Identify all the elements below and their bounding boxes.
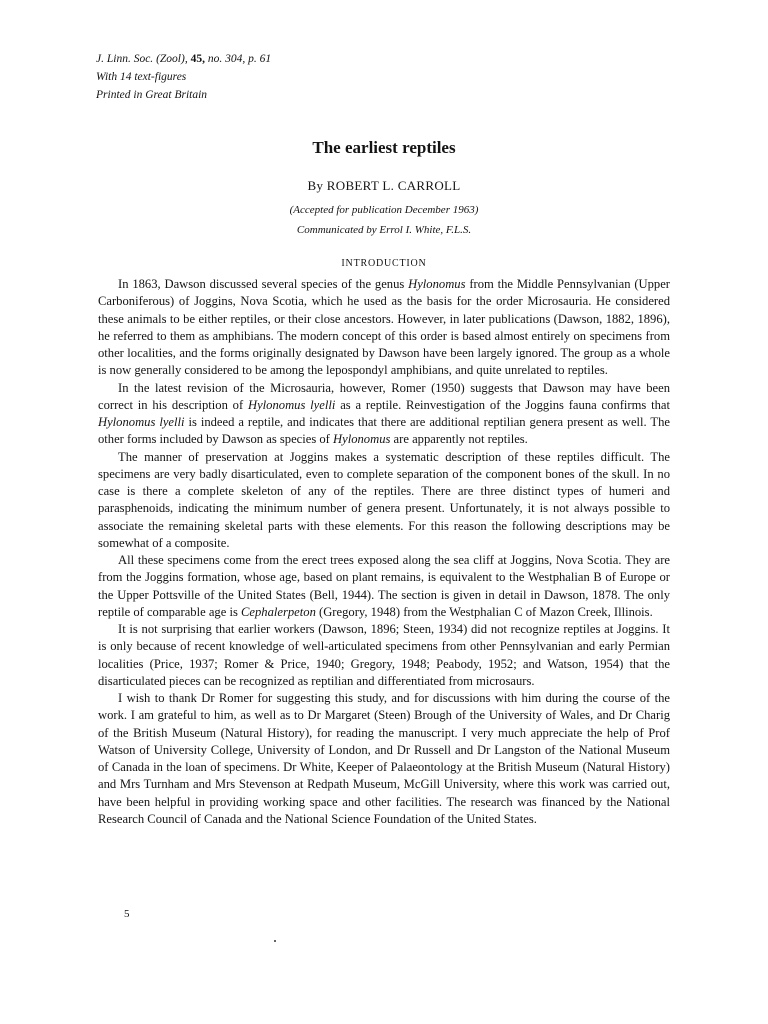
paragraph: In the latest revision of the Microsauria, however, Romer (1950) suggests that Dawson may have been correct in his description of Hylonomus lyelli as a reptile. Reinvestigation of the Joggins fauna confirms that Hylonomus lyelli is indeed a reptile, and indicates that there are additional reptilian genera present as well. The other forms included by Dawson as species of Hylonomus are apparently not reptiles. <box>98 380 670 447</box>
section-heading: INTRODUCTION <box>341 258 427 269</box>
journal-header <box>96 50 271 104</box>
paragraph: It is not surprising that earlier workers (Dawson, 1896; Steen, 1934) did not recognize reptiles at Joggins. It is only because of recent knowledge of well-articulated specimens from other Pennsylvanian and early Permian localities (Price, 1937; Romer & Price, 1940; Gregory, 1948; Peabody, 1952; and Watson, 1954) that the disarticulated pieces can be recognized as reptilian and differentiated from microsaurs. <box>98 622 670 688</box>
page-number: 5 <box>124 908 130 920</box>
paragraph: In 1863, Dawson discussed several species of the genus Hylonomus from the Middle Pennsylvanian (Upper Carboniferous) of Joggins, Nova Scotia, which he used as the basis for the order Microsauria. He considered these animals to be either reptiles, or their close ancestors. However, in later publications (Dawson, 1882, 1896), he referred to them as amphibians. The modern concept of this order is based almost entirely on specimens from other localities, and the forms originally designated by Dawson have been largely ignored. The group as a whole is now generally considered to be among the lepospondyl amphibians, and quite unrelated to reptiles. <box>98 277 671 378</box>
journal-volume: 45, <box>190 53 205 65</box>
communicated-by: Communicated by Errol I. White, F.L.S. <box>296 224 472 236</box>
article-title: The earliest reptiles <box>312 138 456 157</box>
journal-issue-pages: no. 304, p. 61 <box>207 53 272 65</box>
paragraph: All these specimens come from the erect trees exposed along the sea cliff at Joggins, Nova Scotia. They are from the Joggins formation, whose age, based on plant remains, is equivalent to the Westphalian B of Europe or the Upper Pottsville of the United States (Bell, 1944). The section is given in detail in Dawson, 1878. The only reptile of comparable age is Cephalerpeton (Gregory, 1948) from the Westphalian C of Mazon Creek, Illinois. <box>98 553 670 619</box>
journal-citation <box>96 50 271 68</box>
article-author: By ROBERT L. CARROLL <box>307 178 461 193</box>
journal-name: J. Linn. Soc. <box>96 53 154 65</box>
paragraph: The manner of preservation at Joggins makes a systematic description of these reptiles difficult. The specimens are very badly disarticulated, even to complete separation of the component bones of the skull. In no case is there a complete skeleton of any of the reptiles. There are three distinct types of humeri and parasphenoids, indicating the minimum number of genera present. Unfortunately, it is not always possible to associate the remaining skeletal parts with these elements. For this reason the following descriptions may be somewhat of a composite. <box>98 449 670 550</box>
print-speck <box>274 940 276 942</box>
article-body <box>98 276 670 828</box>
accepted-date: (Accepted for publication December 1963) <box>289 204 479 216</box>
paragraph: I wish to thank Dr Romer for suggesting this study, and for discussions with him during the course of the work. I am grateful to him, as well as to Dr Margaret (Steen) Brough of the University of Wales, and Dr Charig of the British Museum (Natural History), for reading the manuscript. I very much appreciate the help of Prof Watson of University College, University of London, and Dr Russell and Dr Langston of the National Museum of Canada in the loan of specimens. Dr White, Keeper of Palaeontology at the British Museum (Natural History) and Mrs Turnham and Mrs Stevenson at Redpath Museum, McGill University, where this work was carried out, have been helpful in providing working space and other facilities. The research was financed by the National Research Council of Canada and the National Science Foundation of the United States. <box>98 691 670 826</box>
printed-note: Printed in Great Britain <box>96 89 208 101</box>
journal-section: (Zool), <box>156 53 188 65</box>
figures-note: With 14 text-figures <box>96 71 187 83</box>
